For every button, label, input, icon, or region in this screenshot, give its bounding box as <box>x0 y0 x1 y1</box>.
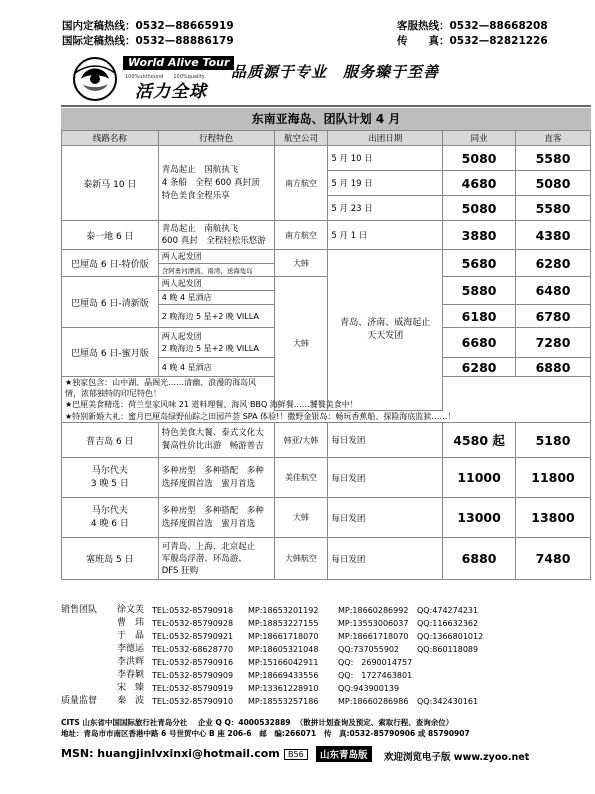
route-name: 泰新马 10 日 <box>62 146 159 221</box>
sales-mp2: MP:13553006037 <box>338 619 409 628</box>
corp-qq: 企业 Q Q：4000532889 <box>197 718 291 727</box>
route-feature: 4 晚 4 星酒店 <box>158 291 274 305</box>
sales-mp2: MP:18661718070 <box>338 632 409 641</box>
retail-price: 7480 <box>516 538 591 580</box>
route-name: 巴厘岛 6 日-特价版 <box>62 250 159 277</box>
quality-label: 质量监督 <box>61 696 98 706</box>
sales-mp: MP:18661718070 <box>248 632 319 641</box>
route-date: 每日发团 <box>328 423 443 458</box>
route-date: 每日发团 <box>328 498 443 538</box>
sales-name: 于 晶 <box>117 631 145 641</box>
trade-price: 13000 <box>443 498 516 538</box>
table-row <box>62 221 591 250</box>
route-feature: 可青岛、上海、北京起止 军舰岛浮潜、环岛游、 DFS 狂购 <box>158 538 274 580</box>
edition-badge: 山东青岛版 <box>316 746 372 762</box>
trade-price: 3880 <box>443 221 516 250</box>
sales-qq: QQ:474274231 <box>417 606 479 615</box>
trade-price: 5080 <box>443 146 516 171</box>
route-date: 5 月 23 日 <box>328 196 443 221</box>
sales-tel: TEL:0532-85790918 <box>152 606 234 615</box>
retail-price: 6880 <box>516 358 591 377</box>
retail-price: 7280 <box>516 328 591 358</box>
route-date: 每日发团 <box>328 458 443 498</box>
footer-fax: 传 真:0532-85790906 或 85790907 <box>323 729 470 738</box>
sales-name: 李德运 <box>117 644 145 654</box>
header-route: 线路名称 <box>62 131 159 146</box>
sales-team-label: 销售团队 <box>61 605 98 615</box>
route-airline: 美佳航空 <box>274 458 328 498</box>
postcode: 邮 编:266071 <box>259 729 317 738</box>
sales-mp2: QQ:943900139 <box>338 684 400 693</box>
retail-price: 5580 <box>516 196 591 221</box>
route-name: 塞班岛 5 日 <box>62 538 159 580</box>
sales-name: 曹 玮 <box>117 618 145 628</box>
address-line <box>61 728 470 739</box>
quality-mp: MP:18553257186 <box>248 697 319 706</box>
sales-mp: MP:15166042911 <box>248 658 319 667</box>
route-feature: 两人起发团 <box>158 277 274 291</box>
sales-mp2: QQ:737055902 <box>338 645 400 654</box>
route-date: 每日发团 <box>328 538 443 580</box>
table-row <box>62 538 591 580</box>
route-airline: 韩亚/大韩 <box>274 423 328 458</box>
retail-price: 6280 <box>516 250 591 277</box>
retail-price: 6780 <box>516 305 591 328</box>
trade-price: 4580 起 <box>443 423 516 458</box>
sales-mp: MP:18853227155 <box>248 619 319 628</box>
retail-price: 11800 <box>516 458 591 498</box>
sales-mp2: MP:18660286992 <box>338 606 409 615</box>
tour-table <box>61 130 591 580</box>
table-row <box>62 498 591 538</box>
domestic-hotline: 国内定稿热线：0532—88665919 <box>62 20 234 32</box>
brand-tagline: 100%unthound 100%quality <box>125 74 205 80</box>
route-date: 5 月 19 日 <box>328 171 443 196</box>
msn-contact[interactable]: MSN: huangjinlvxinxi@hotmail.com <box>61 747 280 760</box>
company-line <box>61 717 453 728</box>
route-name: 泰一地 6 日 <box>62 221 159 250</box>
route-airline: 大韩 <box>274 277 328 411</box>
sales-qq: QQ:116632362 <box>417 619 479 628</box>
retail-price: 5080 <box>516 171 591 196</box>
company-name: CITS 山东省中国国际旅行社青岛分社 <box>61 718 188 727</box>
table-row <box>62 423 591 458</box>
sales-tel: TEL:0532-85790916 <box>152 658 234 667</box>
route-date: 5 月 1 日 <box>328 221 443 250</box>
sales-name: 李洪辉 <box>117 657 145 667</box>
route-airline: 大韩 <box>274 498 328 538</box>
route-date: 5 月 10 日 <box>328 146 443 171</box>
slogan: 品质源于专业 服务臻于至善 <box>231 63 440 81</box>
globe-logo-icon <box>71 55 119 103</box>
trade-price: 5680 <box>443 250 516 277</box>
sales-qq: QQ:860118089 <box>417 645 479 654</box>
note-text: ★巴厘美食精选：荷兰皇家风味 21 道料理餐、海风 BBQ 海鲜餐……饕餮美食中！ <box>62 399 591 411</box>
route-feature: 两人起发团 <box>158 250 274 264</box>
sales-tel: TEL:0532-85790909 <box>152 671 234 680</box>
trade-price: 6680 <box>443 328 516 358</box>
sales-mp: MP:18653201192 <box>248 606 319 615</box>
service-hotline: 客服热线：0532—88668208 <box>397 20 548 32</box>
retail-price: 6480 <box>516 277 591 305</box>
retail-price: 4380 <box>516 221 591 250</box>
header-airline: 航空公司 <box>274 131 328 146</box>
header-date: 出团日期 <box>328 131 443 146</box>
table-header-row <box>62 131 591 146</box>
route-feature: 4 晚 4 星酒店 <box>158 358 274 377</box>
sales-tel: TEL:0532-85790928 <box>152 619 234 628</box>
quality-qq: QQ:342430161 <box>417 697 479 706</box>
fax-number: 传 真：0532—82821226 <box>397 35 548 47</box>
route-feature: 多种房型 多种搭配 多种选择度假首选 蜜月首选 <box>158 498 274 538</box>
route-airline: 大韩航空 <box>274 538 328 580</box>
trade-price: 6880 <box>443 538 516 580</box>
trade-price: 5880 <box>443 277 516 305</box>
sales-qq: QQ:1366801012 <box>417 632 484 641</box>
route-airline: 南方航空 <box>274 146 328 221</box>
trade-price: 4680 <box>443 171 516 196</box>
quality-mp2: MP:18660286986 <box>338 697 409 706</box>
quality-name: 秦 波 <box>117 696 145 706</box>
address: 地址：青岛市市南区香港中路 6 号世贸中心 B 座 206-6 <box>61 729 252 738</box>
sales-name: 徐文芙 <box>117 605 145 615</box>
logo-band <box>61 53 591 107</box>
sales-name: 李春颖 <box>117 670 145 680</box>
retail-price: 5180 <box>516 423 591 458</box>
route-feature: 青岛起止 国航执飞 4 条船 全程 600 真封顶 特色美食全程乐享 <box>158 146 274 221</box>
sales-mp: MP:13361228910 <box>248 684 319 693</box>
plan-title: 东南亚海岛、团队计划 4 月 <box>61 108 591 130</box>
note-text: ★特别新婚大礼：蜜月巴厘岛绿野仙踪之田园芦荟 SPA 体验!！撒野金银岛：畅玩香蕉船、探险海底监狱……！ <box>62 411 591 423</box>
trade-price: 6280 <box>443 358 516 377</box>
note-row <box>62 399 591 411</box>
sales-tel: TEL:0532-85790921 <box>152 632 234 641</box>
sales-tel: TEL:0532-85790919 <box>152 684 234 693</box>
page-number: B56 <box>284 749 308 760</box>
sales-mp: MP:18605321048 <box>248 645 319 654</box>
route-name: 巴厘岛 6 日-蜜月版 <box>62 328 159 377</box>
trade-price: 6180 <box>443 305 516 328</box>
route-feature: 两人起发团 2 晚海边 5 星+2 晚 VILLA <box>158 328 274 358</box>
sales-name: 宋 臻 <box>117 683 145 693</box>
retail-price: 13800 <box>516 498 591 538</box>
table-row <box>62 146 591 171</box>
retail-price: 5580 <box>516 146 591 171</box>
sales-mp2: QQ: 1727463801 <box>338 671 413 680</box>
table-row <box>62 458 591 498</box>
table-row <box>62 250 591 264</box>
brand-name-en: World Alive Tour <box>123 56 234 70</box>
table-row <box>62 277 591 291</box>
international-hotline: 国际定稿热线：0532—88886179 <box>62 35 234 47</box>
route-feature: 多种房型 多种搭配 多种选择度假首选 蜜月首选 <box>158 458 274 498</box>
route-name: 普吉岛 6 日 <box>62 423 159 458</box>
header-feature: 行程特色 <box>158 131 274 146</box>
route-feature: 青岛起止 南航执飞 600 真封 全程轻松乐悠游 <box>158 221 274 250</box>
route-name: 巴厘岛 6 日-清新版 <box>62 277 159 328</box>
website-link[interactable]: 欢迎浏览电子版 www.zyoo.net <box>384 752 530 763</box>
trade-price: 5080 <box>443 196 516 221</box>
header-retail: 直客 <box>516 131 591 146</box>
route-feature: 2 晚海边 5 星+2 晚 VILLA <box>158 305 274 328</box>
note-text: ★独家包含：山中湖、晶阁光……清幽、浪漫的海岛风情，浓郁独特的印尼特色！ <box>62 377 275 400</box>
trade-price: 11000 <box>443 458 516 498</box>
route-airline: 南方航空 <box>274 221 328 250</box>
route-date: 青岛、济南、威海起止 天天发团 <box>328 250 443 411</box>
route-feature: 特色美食大餐、泰式文化大餐高性价比出游 畅游普吉 <box>158 423 274 458</box>
sales-tel: TEL:0532-68628770 <box>152 645 234 654</box>
note-spacer <box>443 377 591 400</box>
sales-mp2: QQ: 2690014757 <box>338 658 413 667</box>
route-name: 马尔代夫 4 晚 6 日 <box>62 498 159 538</box>
brand-name-cn: 活力全球 <box>135 82 207 102</box>
note-row <box>62 411 591 423</box>
route-feature: 含阿勇河漂流、南湾、送海龟岛 <box>158 264 274 277</box>
sales-mp: MP:18669433556 <box>248 671 319 680</box>
route-name: 马尔代夫 3 晚 5 日 <box>62 458 159 498</box>
header-trade: 同业 <box>443 131 516 146</box>
corp-note: （散拼计划查询及预定、索取行程、查询余位） <box>295 718 454 727</box>
route-airline: 大韩 <box>274 250 328 277</box>
quality-tel: TEL:0532-85790910 <box>152 697 234 706</box>
